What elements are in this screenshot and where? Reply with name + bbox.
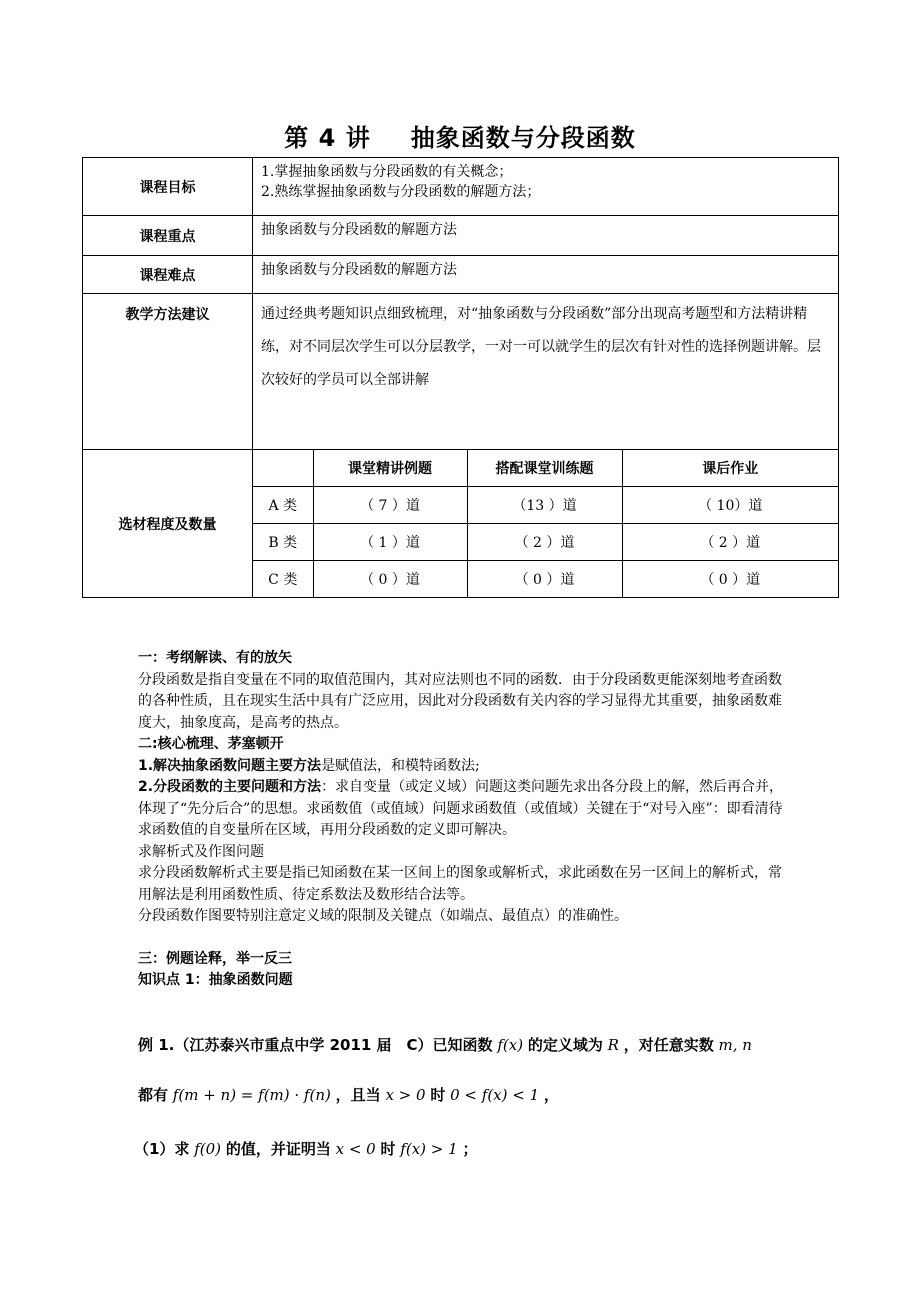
count-cell: （ 2 ）道 <box>467 524 622 561</box>
knowledge-point-1: 知识点 1：抽象函数问题 <box>138 972 293 988</box>
class-label: C 类 <box>253 561 313 598</box>
count-cell: （ 0 ）道 <box>313 561 467 598</box>
section-2-title: 二:核心梳理、茅塞顿开 <box>138 736 284 752</box>
count-cell: （ 7 ）道 <box>313 487 467 524</box>
example-line-1: 例 1.（江苏泰兴市重点中学 2011 届 C）已知函数 f(x) 的定义域为 R ，对任意实数 m, n <box>138 1036 752 1054</box>
method-label: 教学方法建议 <box>83 294 253 450</box>
section-3-title: 三：例题诠释，举一反三 <box>138 950 292 967</box>
point-5: 分段函数作图要特别注意定义域的限制及关键点（如端点、最值点）的准确性。 <box>138 908 628 924</box>
section-1-text: 分段函数是指自变量在不同的取值范围内，其对应法则也不同的函数．由于分段函数更能深刻地考查函数的各种性质，且在现实生活中具有广泛应用，因此对分段函数有关内容的学习显得尤其重要，抽象函数难度大，抽象度高，是高考的热点。 <box>138 671 782 731</box>
course-table <box>82 157 839 598</box>
col-header: 搭配课堂训练题 <box>467 450 622 487</box>
point-1 <box>138 756 788 778</box>
class-label: B 类 <box>253 524 313 561</box>
goal-1: 1.掌握抽象函数与分段函数的有关概念； <box>261 164 513 180</box>
goal-label: 课程目标 <box>83 158 253 216</box>
count-cell: （ 2 ）道 <box>622 524 838 561</box>
example-line-3: （1）求 f(0) 的值，并证明当 x < 0 时 f(x) > 1 ； <box>134 1140 478 1158</box>
point-1-bold: 1.解决抽象函数问题主要方法 <box>138 757 322 774</box>
count-cell: （ 0 ）道 <box>622 561 838 598</box>
count-cell: （ 10）道 <box>622 487 838 524</box>
class-label: A 类 <box>253 487 313 524</box>
section-1-title: 一：考纲解读、有的放矢 <box>138 650 292 666</box>
page-title <box>0 118 920 153</box>
point-2-rest: ：求自变量（或定义域）问题这类问题先求出各分段上的解，然后再合并，体现了“先分后合”的思想。求函数值（或值域）问题求函数值（或值域）关键在于“对号入座”：即看清待求函数值的自变量所在区域，再用分段函数的定义即可解决。 <box>138 779 784 838</box>
materials-cell <box>253 450 839 598</box>
method-text: 通过经典考题知识点细致梳理，对“抽象函数与分段函数”部分出现高考题型和方法精讲精练，对不同层次学生可以分层教学，一对一可以就学生的层次有针对性的选择例题讲解。层次较好的学员可以全部讲解 <box>253 294 839 450</box>
count-cell: （ 0 ）道 <box>467 561 622 598</box>
difficulty-label: 课程难点 <box>83 256 253 294</box>
goal-2: 2.熟练掌握抽象函数与分段函数的解题方法； <box>261 184 541 200</box>
count-cell: （ 1 ）道 <box>313 524 467 561</box>
point-1-rest: 是赋值法，和模特函数法; <box>321 757 480 774</box>
point-4: 求分段函数解析式主要是指已知函数在某一区间上的图象或解析式，求此函数在另一区间上的解析式，常用解法是利用函数性质、待定系数法及数形结合法等。 <box>138 865 782 903</box>
focus-label: 课程重点 <box>83 216 253 256</box>
point-2 <box>138 777 788 842</box>
count-cell: （13 ）道 <box>467 487 622 524</box>
table-row <box>253 487 838 524</box>
table-row <box>253 524 838 561</box>
focus-text: 抽象函数与分段函数的解题方法 <box>253 216 839 256</box>
difficulty-text: 抽象函数与分段函数的解题方法 <box>253 256 839 294</box>
lecture-number: 第 4 讲 <box>284 124 371 152</box>
point-2-bold: 2.分段函数的主要问题和方法 <box>138 779 322 795</box>
corner-cell <box>253 450 313 487</box>
goal-cell <box>253 158 839 216</box>
lecture-topic: 抽象函数与分段函数 <box>410 124 636 152</box>
point-3: 求解析式及作图问题 <box>138 843 264 860</box>
body-text <box>138 648 788 992</box>
materials-label: 选材程度及数量 <box>83 450 253 598</box>
table-row <box>253 561 838 598</box>
materials-table <box>253 450 838 597</box>
col-header: 课堂精讲例题 <box>313 450 467 487</box>
example-line-2: 都有 f(m + n) = f(m) · f(n) ，且当 x > 0 时 0 < f(x) < 1 ， <box>138 1086 559 1104</box>
col-header: 课后作业 <box>622 450 838 487</box>
